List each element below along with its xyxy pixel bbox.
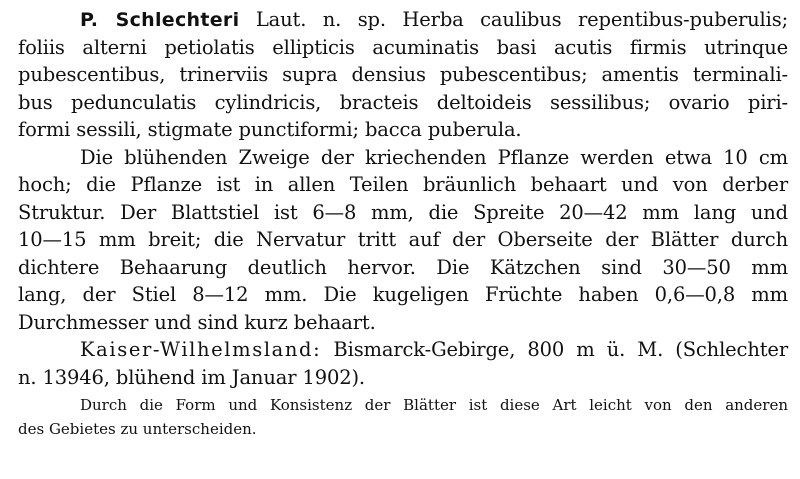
description-line-6: lang, der Stiel 8—12 mm. Die kugeligen Früchte haben 0,6—0,8 mm (18, 283, 788, 306)
german-description (18, 144, 788, 337)
locality-line-2: n. 13946, blühend im Januar 1902). (18, 365, 365, 389)
diagnosis-line-4: bus pedunculatis cylindricis, bracteis deltoideis sessilibus; ovario piri- (18, 90, 788, 114)
locality-name: Kaiser-Wilhelmsland: (80, 338, 322, 361)
description-line-3: Struktur. Der Blattstiel ist 6—8 mm, die Spreite 20—42 mm lang und (18, 200, 788, 224)
description-line-5: dichtere Behaarung deutlich hervor. Die Kätzchen sind 30—50 mm (18, 255, 788, 279)
locality-line-1-text: Bismarck-Gebirge, 800 m ü. M. (Schlechter (321, 338, 788, 361)
diagnosis-line-3: pubescentibus, trinerviis supra densius pubescentibus; amentis terminali- (18, 63, 788, 86)
description-line-2: hoch; die Pflanze ist in allen Teilen bräunlich behaart und von derber (18, 173, 788, 196)
description-line-4: 10—15 mm breit; die Nervatur tritt auf der Oberseite der Blätter durch (18, 228, 788, 251)
locality-paragraph (18, 336, 788, 391)
diagnosis-line-5: formi sessili, stigmate punctiformi; bacca puberula. (18, 118, 522, 141)
note-line-1: Durch die Form und Konsistenz der Blätter ist diese Art leicht von den anderen (80, 396, 788, 414)
description-line-1: Die blühenden Zweige der kriechenden Pflanze werden etwa 10 cm (80, 145, 788, 169)
latin-diagnosis (18, 6, 788, 144)
diagnosis-line-1 (18, 6, 788, 34)
species-name: P. Schlechteri (80, 9, 240, 31)
description-line-7: Durchmesser und sind kurz behaart. (18, 310, 376, 334)
locality-line-1 (18, 336, 788, 364)
note-paragraph (18, 393, 788, 441)
note-line-2: des Gebietes zu unterscheiden. (18, 420, 257, 438)
diagnosis-line-1-text: Laut. n. sp. Herba caulibus repentibus-puberulis; (239, 8, 788, 31)
diagnosis-line-2: foliis alterni petiolatis ellipticis acuminatis basi acutis firmis utrinque (18, 35, 788, 59)
document-page (18, 6, 788, 441)
